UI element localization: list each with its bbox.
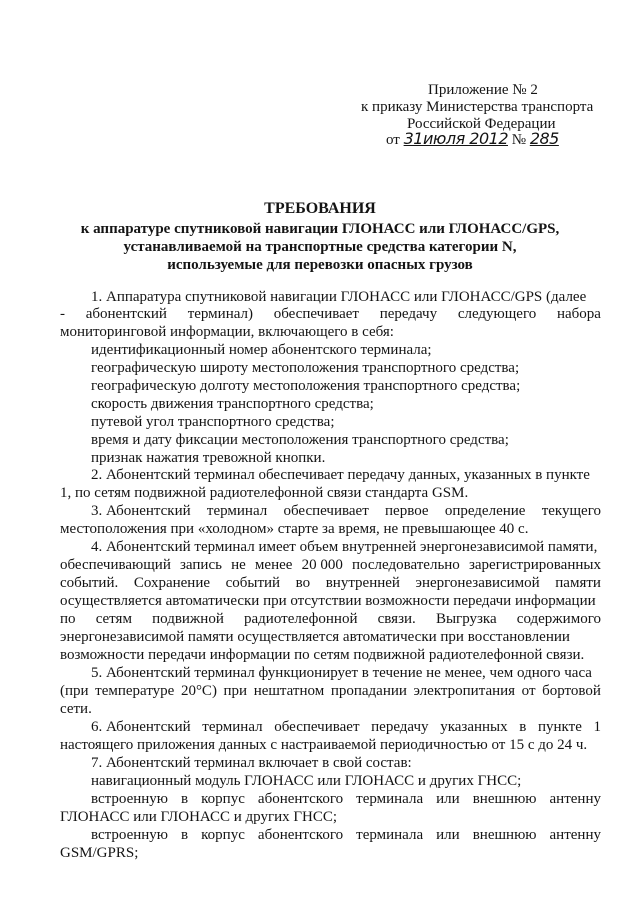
number-sign: № bbox=[511, 132, 527, 148]
order-reference: к приказу Министерства транспорта bbox=[361, 99, 594, 115]
appendix-number: Приложение № 2 bbox=[428, 82, 538, 98]
list-item: скорость движения транспортного средства; bbox=[91, 396, 374, 412]
para-6-line-1: 6. Абонентский терминал обеспечивает передачу указанных в пункте 1 bbox=[91, 719, 601, 735]
date-prefix: от bbox=[386, 132, 400, 148]
para-6-line-2: настоящего приложения данных с настраиваемой периодичностью от 15 с до 24 ч. bbox=[60, 737, 588, 753]
para-2-line-1: 2. Абонентский терминал обеспечивает передачу данных, указанных в пункте bbox=[91, 467, 590, 483]
para-4-line-4: осуществляется автоматически при отсутствии возможности передачи информации bbox=[60, 593, 596, 609]
para-4-line-7: возможности передачи информации по сетям подвижной радиотелефонной связи. bbox=[60, 647, 585, 663]
para-5-line-2: (при температуре 20°С) при нештатном пропадании электропитания от бортовой bbox=[60, 683, 601, 699]
list-item: встроенную в корпус абонентского терминала или внешнюю антенну bbox=[91, 827, 601, 843]
list-item-continuation: GSM/GPRS; bbox=[60, 845, 139, 861]
list-item: навигационный модуль ГЛОНАСС или ГЛОНАСС и других ГНСС; bbox=[91, 773, 522, 789]
list-item: встроенную в корпус абонентского терминала или внешнюю антенну bbox=[91, 791, 601, 807]
para-1-line-2: - абонентский терминал) обеспечивает передачу следующего набора bbox=[60, 306, 601, 322]
list-item: географическую широту местоположения транспортного средства; bbox=[91, 360, 520, 376]
para-3-line-2: местоположения при «холодном» старте за время, не превышающее 40 с. bbox=[60, 521, 529, 537]
handwritten-order-number: 285 bbox=[529, 129, 559, 148]
para-1-line-3: мониторинговой информации, включающего в себя: bbox=[60, 324, 394, 340]
para-4-line-2: обеспечивающий запись не менее 20 000 последовательно зарегистрированных bbox=[60, 557, 601, 573]
para-1-line-1: 1. Аппаратура спутниковой навигации ГЛОНАСС или ГЛОНАСС/GPS (далее bbox=[91, 289, 587, 305]
title-line-2: устанавливаемой на транспортные средства категории N, bbox=[123, 239, 517, 255]
list-item: время и дату фиксации местоположения транспортного средства; bbox=[91, 432, 509, 448]
federation-line: Российской Федерации bbox=[407, 116, 556, 132]
para-5-line-1: 5. Абонентский терминал функционирует в течение не менее, чем одного часа bbox=[91, 665, 592, 681]
handwritten-date: 31июля 2012 bbox=[403, 129, 508, 148]
list-item-continuation: ГЛОНАСС или ГЛОНАСС и других ГНСС; bbox=[60, 809, 338, 825]
para-7-line-1: 7. Абонентский терминал включает в свой состав: bbox=[91, 755, 412, 771]
para-5-line-3: сети. bbox=[60, 701, 92, 717]
para-4-line-6: энергонезависимой памяти осуществляется автоматически при восстановлении bbox=[60, 629, 570, 645]
para-2-line-2: 1, по сетям подвижной радиотелефонной связи стандарта GSM. bbox=[60, 485, 469, 501]
list-item: географическую долготу местоположения транспортного средства; bbox=[91, 378, 521, 394]
list-item: признак нажатия тревожной кнопки. bbox=[91, 450, 326, 466]
para-4-line-5: по сетям подвижной радиотелефонной связи. Выгрузка содержимого bbox=[60, 611, 601, 627]
title-line-1: к аппаратуре спутниковой навигации ГЛОНАСС или ГЛОНАСС/GPS, bbox=[80, 221, 560, 237]
order-date-line bbox=[386, 130, 559, 149]
list-item: путевой угол транспортного средства; bbox=[91, 414, 335, 430]
para-4-line-3: событий. Сохранение событий во внутренней энергонезависимой памяти bbox=[60, 575, 601, 591]
title-line-3: используемые для перевозки опасных грузов bbox=[167, 257, 473, 273]
list-item: идентификационный номер абонентского терминала; bbox=[91, 342, 432, 358]
para-3-line-1: 3. Абонентский терминал обеспечивает первое определение текущего bbox=[91, 503, 601, 519]
document-title: ТРЕБОВАНИЯ bbox=[264, 200, 376, 217]
para-4-line-1: 4. Абонентский терминал имеет объем внутренней энергонезависимой памяти, bbox=[91, 539, 598, 555]
